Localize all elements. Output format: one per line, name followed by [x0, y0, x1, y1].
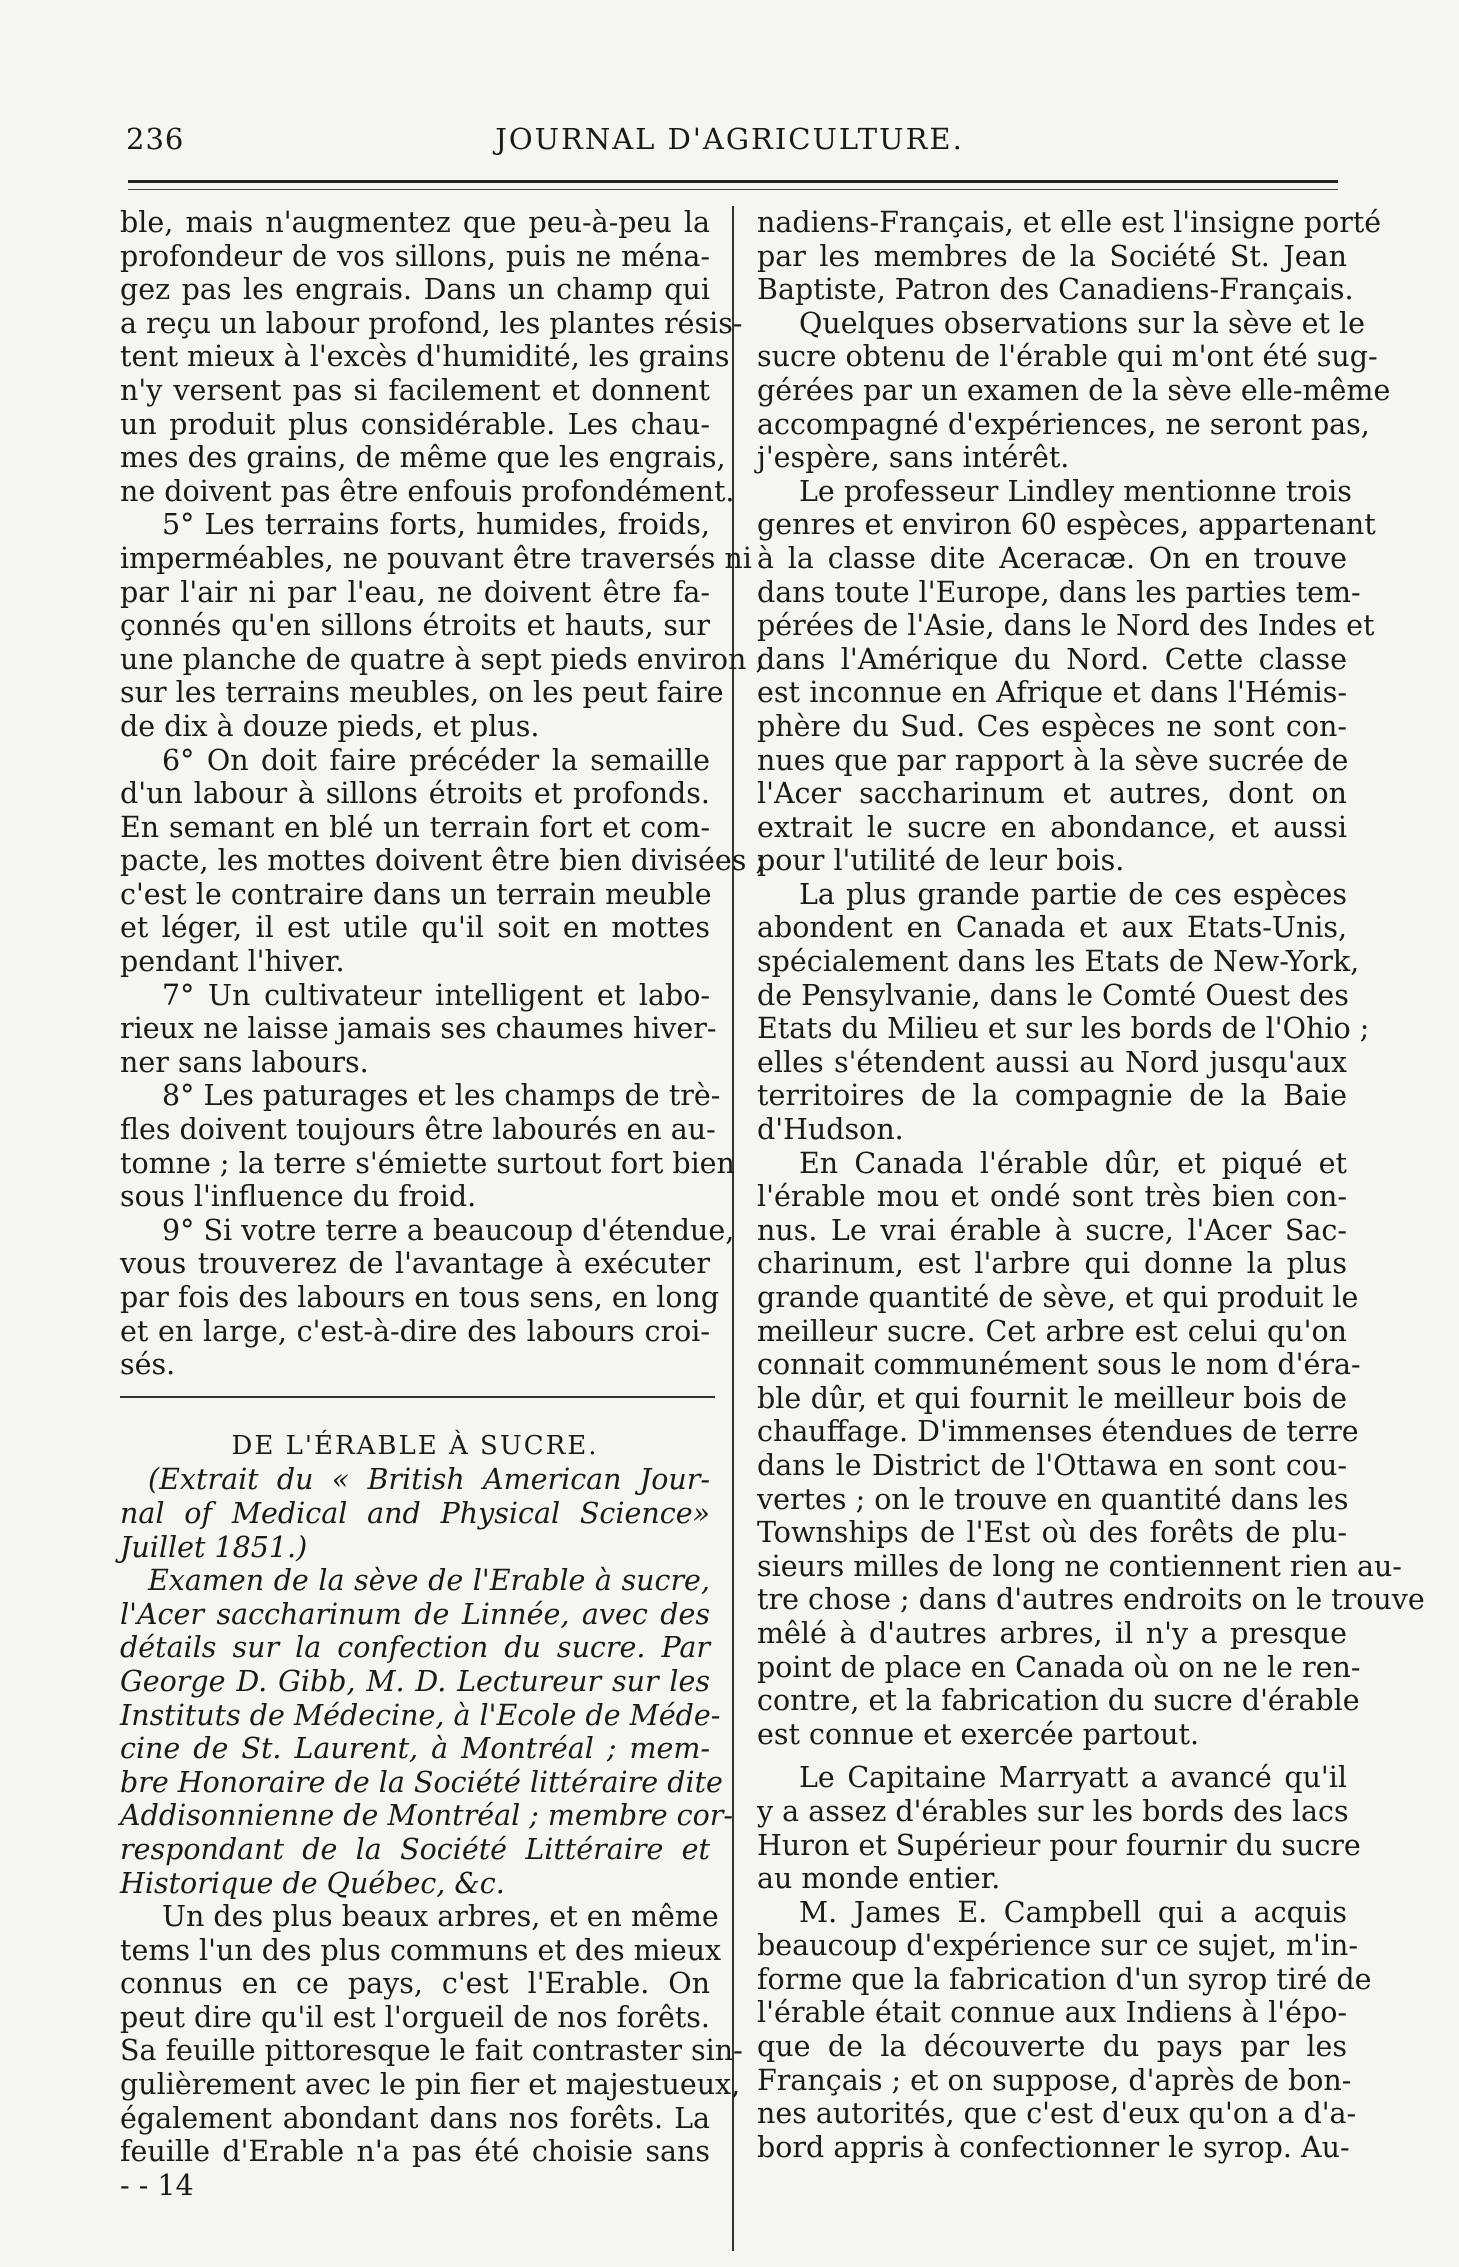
text-line: nal of Medical and Physical Science»: [120, 1496, 710, 1530]
text-line: extrait le sucre en abondance, et aussi: [757, 810, 1347, 844]
page-header: [122, 118, 1337, 166]
text-line: Sa feuille pittoresque le fait contraster sin-: [120, 2034, 743, 2068]
text-line: vertes ; on le trouve en quantité dans les: [757, 1482, 1349, 1516]
text-line: point de place en Canada où on ne le ren-: [757, 1650, 1361, 1684]
text-line: spécialement dans les Etats de New-York,: [757, 945, 1360, 979]
left-column: [120, 206, 766, 2251]
text-line: Baptiste, Patron des Canadiens-Français.: [757, 273, 1354, 307]
paragraph-8: [120, 1079, 735, 1214]
text-line: Un des plus beaux arbres, et en même: [162, 1900, 719, 1934]
text-line: Instituts de Médecine, à l'Ecole de Méde-: [120, 1698, 721, 1732]
text-line: 7° Un cultivateur intelligent et labo-: [162, 978, 710, 1012]
text-line: de Pensylvanie, dans le Comté Ouest des: [757, 978, 1349, 1012]
text-line: profondeur de vos sillons, puis ne ména-: [120, 239, 710, 273]
text-line: cine de St. Laurent, à Montréal ; mem-: [120, 1732, 710, 1766]
text-line: forme que la fabrication d'un syrop tiré de: [757, 1962, 1372, 1996]
text-line: est inconnue en Afrique et dans l'Hémis-: [757, 676, 1347, 710]
text-line: Examen de la sève de l'Erable à sucre,: [148, 1564, 710, 1598]
section-rule: [120, 1396, 715, 1398]
text-line: ner sans labours.: [120, 1045, 369, 1079]
text-line: La plus grande partie de ces espèces: [799, 877, 1347, 911]
text-line: En semant en blé un terrain fort et com-: [120, 810, 710, 844]
running-title: JOURNAL D'AGRICULTURE.: [495, 122, 964, 156]
text-line: fles doivent toujours être labourés en au-: [120, 1113, 716, 1147]
text-line: à la classe dite Aceracæ. On en trouve: [757, 541, 1347, 575]
text-line: ne doivent pas être enfouis profondément.: [120, 474, 735, 508]
text-line: sous l'influence du froid.: [120, 1180, 477, 1214]
text-line: 6° On doit faire précéder la semaille: [162, 743, 710, 777]
text-line: pacte, les mottes doivent être bien divisées ;: [120, 844, 766, 878]
text-line: Le Capitaine Marryatt a avancé qu'il: [799, 1761, 1347, 1795]
text-line: sucre obtenu de l'érable qui m'ont été sug-: [757, 340, 1378, 374]
text-line: phère du Sud. Ces espèces ne sont con-: [757, 709, 1347, 743]
paragraph-gap: [757, 1751, 1347, 1761]
text-line: sieurs milles de long ne contiennent rien au-: [757, 1549, 1402, 1583]
text-line: et léger, il est utile qu'il soit en mottes: [120, 911, 710, 945]
paragraph-erable: [120, 1900, 743, 2202]
text-line: par l'air ni par l'eau, ne doivent être fa-: [120, 575, 710, 609]
text-line: respondant de la Société Littéraire et: [120, 1832, 710, 1866]
text-line: tomne ; la terre s'émiette surtout fort bien: [120, 1146, 735, 1180]
paragraph-grande-partie: [757, 877, 1370, 1147]
text-line: ble, mais n'augmentez que peu-à-peu la: [120, 206, 710, 239]
text-line: au monde entier.: [757, 1862, 1001, 1896]
text-line: nus. Le vrai érable à sucre, l'Acer Sac-: [757, 1213, 1347, 1247]
text-line: 8° Les paturages et les champs de trè-: [162, 1079, 721, 1113]
section-title: DE L'ÉRABLE À SUCRE.: [231, 1430, 599, 1461]
text-line: ble dûr, et qui fournit le meilleur bois de: [757, 1381, 1347, 1415]
text-line: chauffage. D'immenses étendues de terre: [757, 1415, 1359, 1449]
paragraph-7: [120, 978, 717, 1080]
text-line: gulièrement avec le pin fier et majestueux,: [120, 2068, 741, 2102]
text-line: accompagné d'expériences, ne seront pas,: [757, 407, 1370, 441]
header-rule: [128, 180, 1338, 190]
paragraph-6: [120, 743, 766, 979]
text-line: dans le District de l'Ottawa en sont cou-: [757, 1448, 1347, 1482]
text-line: çonnés qu'en sillons étroits et hauts, sur: [120, 609, 710, 643]
text-line: Quelques observations sur la sève et le: [799, 306, 1365, 340]
text-line: c'est le contraire dans un terrain meuble: [120, 877, 712, 911]
text-line: mêlé à d'autres arbres, il n'y a presque: [757, 1616, 1347, 1650]
text-line: contre, et la fabrication du sucre d'érable: [757, 1684, 1360, 1718]
text-line: Le professeur Lindley mentionne trois: [799, 474, 1352, 508]
text-line: nes autorités, que c'est d'eux qu'on a d'a-: [757, 2097, 1357, 2131]
text-line: Huron et Supérieur pour fournir du sucre: [757, 1828, 1361, 1862]
text-line: dans toute l'Europe, dans les parties tem-: [757, 575, 1361, 609]
text-line: l'Acer saccharinum et autres, dont on: [757, 777, 1347, 811]
text-line: un produit plus considérable. Les chau-: [120, 407, 710, 441]
text-line: pour l'utilité de leur bois.: [757, 844, 1125, 878]
text-line: vous trouverez de l'avantage à exécuter: [120, 1247, 710, 1281]
text-line: bre Honoraire de la Société littéraire dite: [120, 1765, 723, 1799]
text-line: George D. Gibb, M. D. Lectureur sur les: [120, 1664, 710, 1698]
text-line: bord appris à confectionner le syrop. Au-: [757, 2130, 1350, 2164]
text-line: pérées de l'Asie, dans le Nord des Indes et: [757, 609, 1375, 643]
text-line: connus en ce pays, c'est l'Erable. On: [120, 1967, 710, 2001]
text-line: l'Acer saccharinum de Linnée, avec des: [120, 1597, 710, 1631]
paragraph-continuation: [120, 206, 743, 508]
text-line: est connue et exercée partout.: [757, 1717, 1200, 1751]
text-line: beaucoup d'expérience sur ce sujet, m'in-: [757, 1929, 1358, 1963]
text-line: l'érable mou et ondé sont très bien con-: [757, 1180, 1347, 1214]
article-subtitle: [120, 1564, 734, 1900]
paragraph-lindley: [757, 474, 1376, 878]
text-line: imperméables, ne pouvant être traversés ni: [120, 541, 752, 575]
text-line: par fois des labours en tous sens, en long: [120, 1281, 720, 1314]
text-line: connait communément sous le nom d'éra-: [757, 1348, 1361, 1382]
text-line: 5° Les terrains forts, humides, froids,: [162, 508, 710, 542]
paragraph-continuation-right: [757, 206, 1382, 307]
text-line: mes des grains, de même que les engrais,: [120, 441, 726, 475]
text-line: j'espère, sans intérêt.: [757, 441, 1070, 475]
text-line: Etats du Milieu et sur les bords de l'Ohio ;: [757, 1012, 1370, 1046]
text-line: elles s'étendent aussi au Nord jusqu'aux: [757, 1045, 1347, 1079]
text-line: 9° Si votre terre a beaucoup d'étendue,: [162, 1213, 735, 1247]
text-line: sés.: [120, 1348, 176, 1382]
paragraph-observations: [757, 306, 1391, 475]
text-line: n'y versent pas si facilement et donnent: [120, 373, 710, 407]
text-line: y a assez d'érables sur les bords des lacs: [757, 1794, 1349, 1828]
paragraph-9: [120, 1213, 735, 1382]
text-line: gez pas les engrais. Dans un champ qui: [120, 273, 710, 307]
text-line: Addisonnienne de Montréal ; membre cor-: [120, 1799, 734, 1833]
text-line: grande quantité de sève, et qui produit le: [757, 1281, 1359, 1314]
text-line: pendant l'hiver.: [120, 945, 345, 979]
paragraph-5: [120, 508, 766, 743]
text-line: dans l'Amérique du Nord. Cette classe: [757, 642, 1347, 676]
text-line: tre chose ; dans d'autres endroits on le trouve: [757, 1583, 1425, 1617]
paragraph-marryatt: [757, 1761, 1361, 1896]
text-line: feuille d'Erable n'a pas été choisie sans: [120, 2135, 710, 2169]
text-line: l'érable était connue aux Indiens à l'épo-: [757, 1996, 1347, 2030]
text-line: Historique de Québec, &c.: [120, 1866, 505, 1900]
text-line: rieux ne laisse jamais ses chaumes hiver-: [120, 1012, 717, 1046]
text-line: par les membres de la Société St. Jean: [757, 239, 1347, 273]
text-line: de dix à douze pieds, et plus.: [120, 709, 540, 743]
page-number: 236: [126, 122, 185, 156]
text-line: gérées par un examen de la sève elle-même: [757, 373, 1391, 407]
text-line: d'Hudson.: [757, 1113, 904, 1147]
text-line: charinum, est l'arbre qui donne la plus: [757, 1247, 1347, 1281]
text-line: peut dire qu'il est l'orgueil de nos forêts.: [120, 2000, 710, 2034]
paragraph-canada: [757, 1146, 1425, 1752]
text-line: (Extrait du « British American Jour-: [148, 1463, 710, 1497]
text-line: tems l'un des plus communs et des mieux: [120, 1933, 722, 1967]
text-line: tent mieux à l'excès d'humidité, les grains: [120, 340, 730, 374]
text-line: En Canada l'érable dûr, et piqué et: [799, 1146, 1347, 1180]
text-line: également abondant dans nos forêts. La: [120, 2101, 710, 2135]
text-line: abondent en Canada et aux Etats-Unis,: [757, 911, 1347, 945]
extract-note: [120, 1463, 710, 1564]
paragraph-campbell: [757, 1895, 1372, 2165]
text-line: nadiens-Français, et elle est l'insigne porté: [757, 206, 1382, 239]
text-line: une planche de quatre à sept pieds environ ;: [120, 642, 766, 676]
text-line: territoires de la compagnie de la Baie: [757, 1079, 1347, 1113]
text-line: et en large, c'est-à-dire des labours croi-: [120, 1314, 710, 1348]
text-line: d'un labour à sillons étroits et profonds.: [120, 777, 710, 811]
text-line: détails sur la confection du sucre. Par: [120, 1631, 710, 1665]
text-line: que de la découverte du pays par les: [757, 2030, 1347, 2064]
text-line: Français ; et on suppose, d'après de bon-: [757, 2063, 1352, 2097]
text-line: a reçu un labour profond, les plantes résis-: [120, 306, 743, 340]
text-line: M. James E. Campbell qui a acquis: [799, 1895, 1347, 1929]
text-line: Townships de l'Est où des forêts de plu-: [757, 1516, 1347, 1550]
text-line: nues que par rapport à la sève sucrée de: [757, 743, 1349, 777]
text-line: genres et environ 60 espèces, appartenant: [757, 508, 1376, 542]
signature-mark: - - 14: [120, 2168, 194, 2202]
text-line: meilleur sucre. Cet arbre est celui qu'on: [757, 1314, 1347, 1348]
text-line: Juillet 1851.): [120, 1530, 308, 1564]
right-column: [757, 206, 1425, 2251]
text-line: sur les terrains meubles, on les peut faire: [120, 676, 724, 710]
